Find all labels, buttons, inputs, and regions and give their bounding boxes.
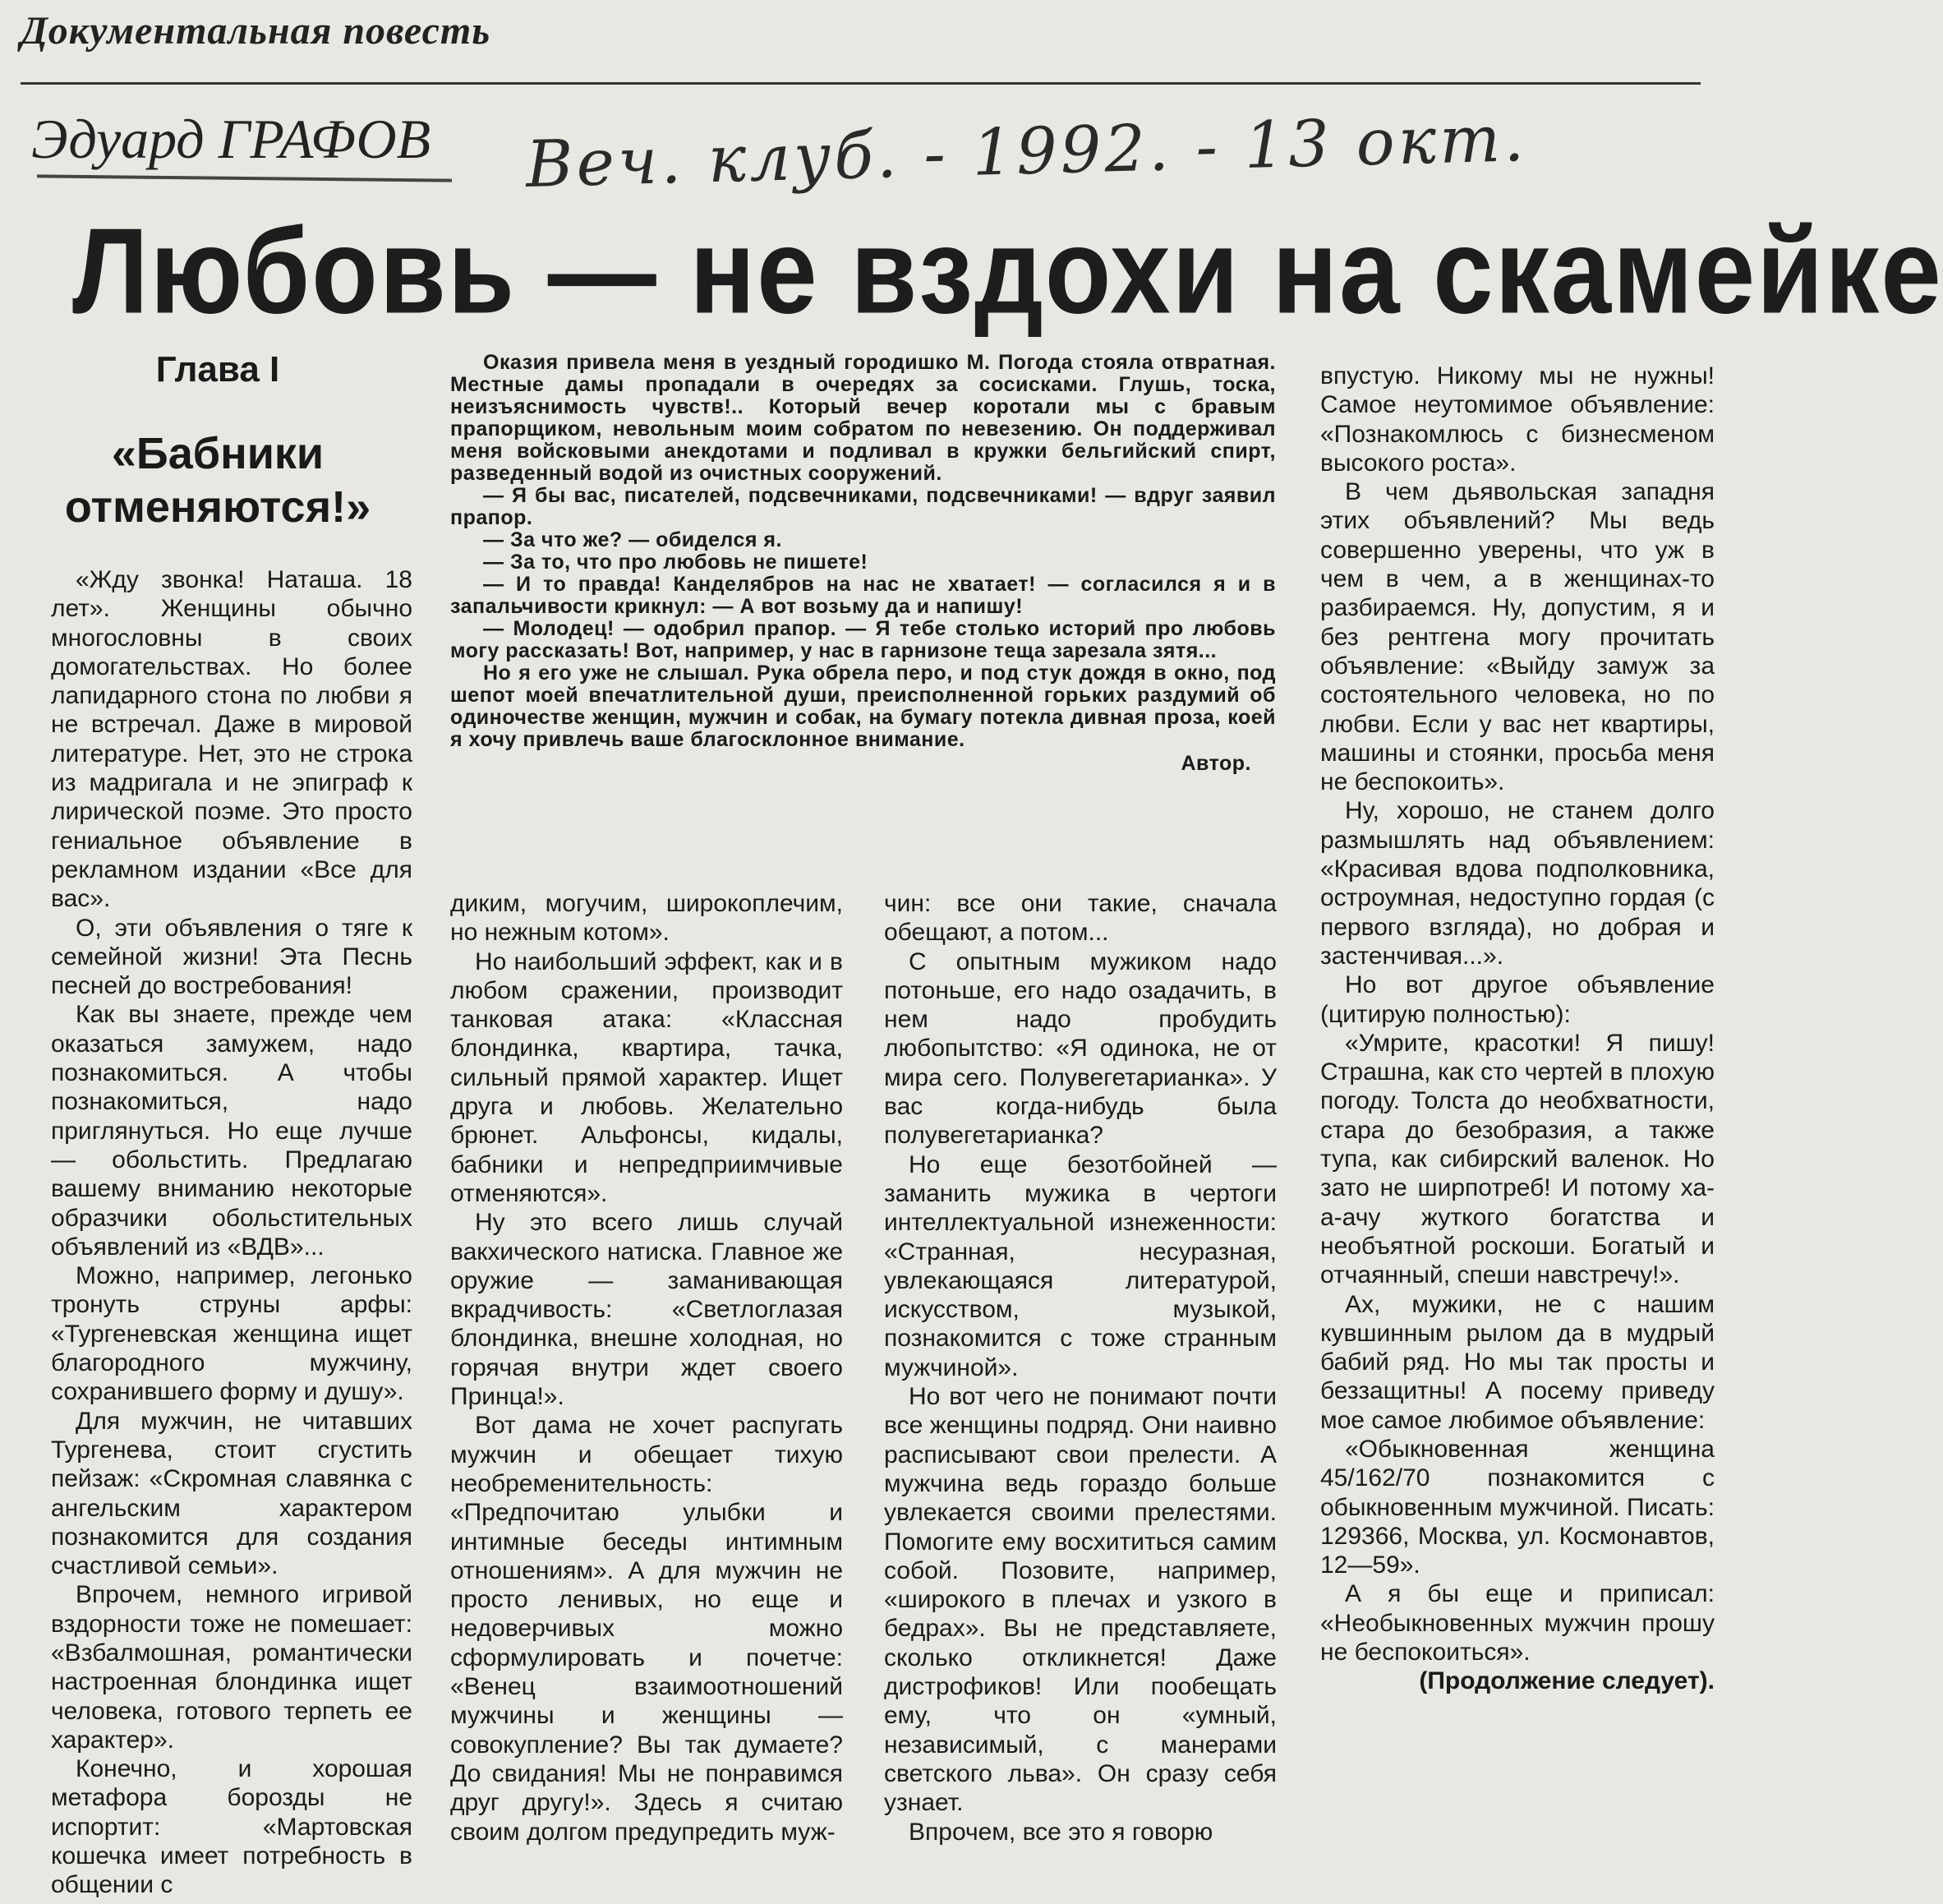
article-paragraph: О, эти объявления о тяге к семейной жизни! Эта Песнь песней до востребования! <box>51 914 412 1000</box>
rubric: Документальная повесть <box>21 9 491 53</box>
article-paragraph: Для мужчин, не читавших Тургенева, стоит сгустить пейзаж: «Скромная славянка с ангельским характером познакомится для создания счастливой семьи». <box>51 1407 412 1580</box>
article-paragraph: Вот дама не хочет распугать мужчин и обещает тихую необременительность: «Предпочитаю улыбки и интимные беседы интимным отношениям». А для мужчин не просто ленивых, но еще и недоверчивых можно сформулировать и почетче: «Венец взаимоотношений мужчины и женщины — совокупление? Вы так думаете? До свидания! Мы не понравимся друг другу!». Здесь я считаю своим долгом предупредить муж- <box>450 1412 843 1846</box>
article-paragraph: Ах, мужики, не с нашим кувшинным рылом да в мудрый бабий ряд. Но мы так просты и беззащитны! А посему приведу мое самое любимое объявление: <box>1320 1290 1715 1434</box>
text-column-3 <box>884 889 1277 1846</box>
chapter-title: «Бабники отменяются!» <box>64 429 371 532</box>
article-paragraph: чин: все они такие, сначала обещают, а потом... <box>884 890 1277 947</box>
continued-note: (Продолжение следует). <box>1419 1667 1715 1695</box>
article-paragraph: «Обыкновенная женщина 45/162/70 познакомится с обыкновенным мужчиной. Писать: 129366, Москва, ул. Космонавтов, 12—59». <box>1320 1435 1715 1579</box>
article-paragraph: В чем дьявольская западня этих объявлений? Мы ведь совершенно уверены, что уж в чем в чем, а в женщинах-то разбираемся. Ну, допустим, я и без рентгена могу прочитать объявление: «Выйду замуж за состоятельного человека, но по любви. Если у вас нет квартиры, машины и стоянки, просьба меня не беспокоить». <box>1320 478 1715 796</box>
intro-paragraph: — За то, что про любовь не пишете! <box>483 551 868 574</box>
article-paragraph: «Жду звонка! Наташа. 18 лет». Женщины обычно многословны в своих домогательствах. Но более лапидарного стона по любви я не встречал. Даже в мировой литературе. Нет, это не строка из мадригала и не эпиграф к лирической поэме. Это просто гениальное объявление в рекламном издании «Все для вас». <box>51 566 412 913</box>
intro-block <box>450 352 1276 775</box>
article-paragraph: Но вот другое объявление (цитирую полностью): <box>1320 971 1715 1028</box>
intro-paragraph: Но я его уже не слышал. Рука обрела перо, и под стук дождя в окно, под шепот моей впечатлительной души, преисполненной горьких раздумий об одиночестве женщин, мужчин и собак, на бумагу потекла дивная проза, коей я хочу привлечь ваше благосклонное внимание. <box>450 662 1276 751</box>
article-paragraph: С опытным мужиком надо потоньше, его надо озадачить, в нем надо пробудить любопытство: «Я одинока, не от мира сего. Полувегетарианка». У вас когда-нибудь была полувегетарианка? <box>884 947 1277 1150</box>
intro-paragraph: — Я бы вас, писателей, подсвечниками, подсвечниками! — вдруг заявил прапор. <box>450 484 1276 529</box>
article-paragraph: Впрочем, все это я говорю <box>909 1818 1213 1846</box>
intro-signature: Автор. <box>1181 752 1251 775</box>
article-paragraph: Конечно, и хорошая метафора борозды не испортит: «Мартовская кошечка имеет потребность в общении с <box>51 1755 412 1899</box>
intro-paragraph: — За что же? — обиделся я. <box>483 528 782 551</box>
author-underline <box>37 174 452 182</box>
article-paragraph: Как вы знаете, прежде чем оказаться замужем, надо познакомиться. А чтобы познакомиться, надо приглянуться. Но еще лучше — обольстить. Предлагаю вашему вниманию некоторые образчики обольстительных объявлений из «ВДВ»... <box>51 1001 412 1261</box>
text-column-2 <box>450 889 843 1846</box>
intro-paragraph: — Молодец! — одобрил прапор. — Я тебе столько историй про любовь могу рассказать! Вот, например, у нас в гарнизоне теща зарезала зятя... <box>450 617 1276 662</box>
text-column-4 <box>1320 362 1715 1696</box>
intro-paragraph: Оказия привела меня в уездный городишко М. Погода стояла отвратная. Местные дамы пропадали в очередях за сосисками. Глушь, тоска, неизъяснимость чувств!.. Который вечер коротали мы с бравым прапорщиком, невольным моим собратом по невезению. Он поддерживал меня войсковыми анекдотами и подливал в кружки бельгийский спирт, разведенный водой из очистных сооружений. <box>450 351 1276 485</box>
headline: Любовь — не вздохи на скамейке <box>72 203 1943 339</box>
article-paragraph: Но еще безотбойней — заманить мужика в чертоги интеллектуальной изнеженности: «Странная, несуразная, увлекающаяся литературой, искусством, музыкой, познакомится с тоже странным мужчиной». <box>884 1150 1277 1381</box>
text-column-1 <box>51 565 412 1900</box>
handwritten-note: Веч. клуб. - 1992. - 13 окт. <box>525 102 1528 202</box>
intro-paragraph: — И то правда! Канделябров на нас не хватает! — согласился я и в запальчивости крикнул: — А вот возьму да и напишу! <box>450 573 1276 618</box>
article-paragraph: впустую. Никому мы не нужны! Самое неутомимое объявление: «Познакомлюсь с бизнесменом высокого роста». <box>1320 362 1715 477</box>
divider-line <box>21 82 1701 85</box>
article-paragraph: Но вот чего не понимают почти все женщины подряд. Они наивно расписывают свои прелести. А мужчина ведь гораздо больше увлекается своими прелестями. Помогите ему восхититься самим собой. Позовите, например, «широкого в плечах и узкого в бедрах». Вы не представляете, сколько откликнется! Даже дистрофиков! Или пообещать ему, что он «умный, независимый, с манерами светского льва». Он сразу себя узнает. <box>884 1383 1277 1817</box>
article-paragraph: Но наибольший эффект, как и в любом сражении, производит танковая атака: «Классная блондинка, квартира, тачка, сильный прямой характер. Ищет друга и любовь. Желательно брюнет. Альфонсы, кидалы, бабники и непредприимчивые отменяются». <box>450 947 843 1207</box>
article-paragraph: диким, могучим, широкоплечим, но нежным котом». <box>450 890 843 947</box>
article-paragraph: Можно, например, легонько тронуть струны арфы: «Тургеневская женщина ищет благородного мужчину, сохранившего форму и душу». <box>51 1262 412 1406</box>
chapter-number: Глава I <box>155 349 280 390</box>
article-paragraph: Впрочем, немного игривой вздорности тоже не помешает: «Взбалмошная, романтически настроенная блондинка ищет человека, готового терпеть ее характер». <box>51 1581 412 1754</box>
article-paragraph: Ну это всего лишь случай вакхического натиска. Главное же оружие — заманивающая вкрадчивость: «Светлоглазая блондинка, внешне холодная, но горячая внутри ждет своего Принца!». <box>450 1209 843 1411</box>
article-paragraph: Ну, хорошо, не станем долго размышлять над объявлением: «Красивая вдова подполковника, остроумная, недоступно гордая (с первого взгляда), но добрая и застенчивая...». <box>1320 797 1715 970</box>
author-name: Эдуард ГРАФОВ <box>31 108 431 170</box>
article-paragraph: «Умрите, красотки! Я пишу! Страшна, как сто чертей в плохую погоду. Толста до необхватности, стара до безобразия, а также тупа, как сибирский валенок. Но зато не ширпотреб! И потому ха-а-ачу жуткого богатства и необъятной роскоши. Богатый и отчаянный, спеши навстречу!». <box>1320 1029 1715 1289</box>
article-paragraph: А я бы еще и приписал: «Необыкновенных мужчин прошу не беспокоиться». <box>1320 1580 1715 1667</box>
